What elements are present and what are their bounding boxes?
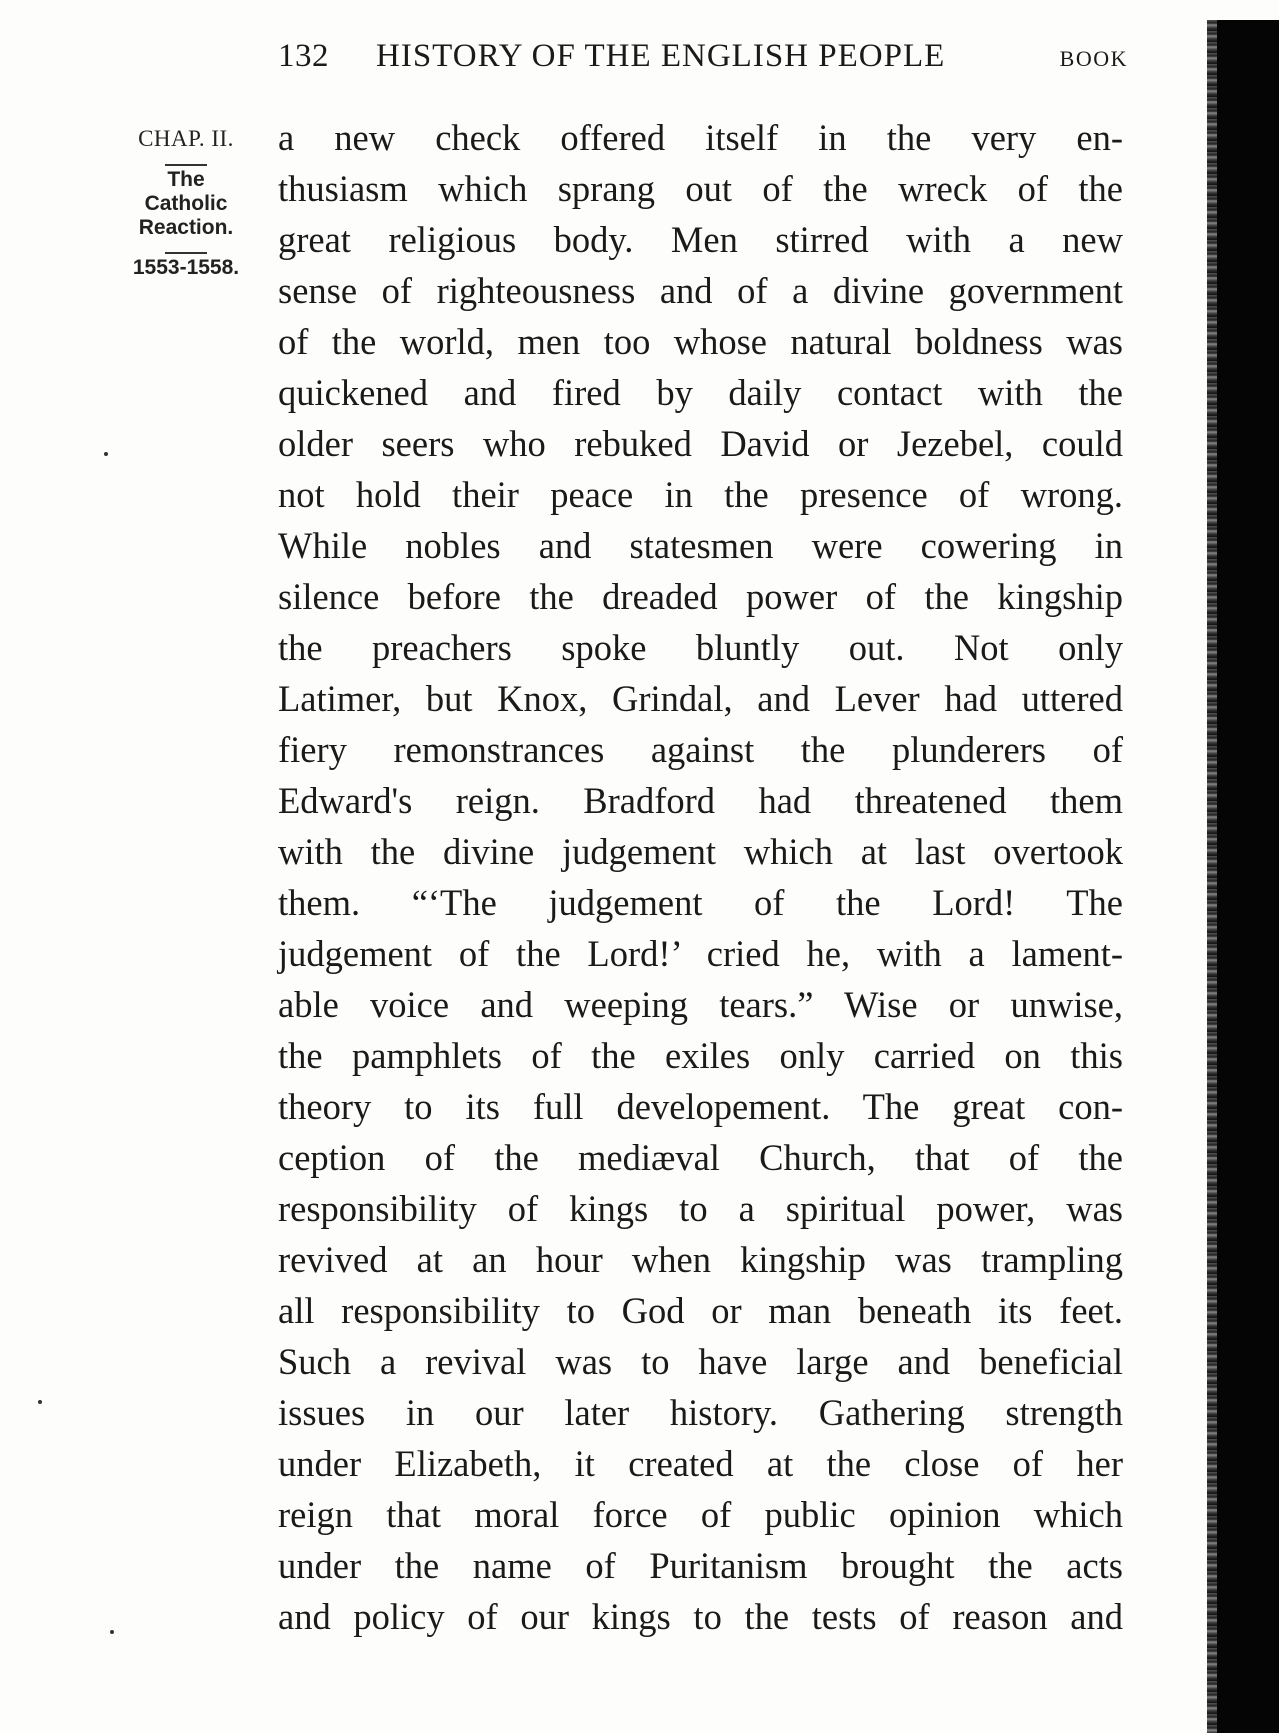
margin-rule: [165, 252, 207, 254]
text-line: under Elizabeth, it created at the close of her: [278, 1443, 1123, 1484]
text-line: under the name of Puritanism brought the acts: [278, 1545, 1123, 1586]
binding-gutter: [1217, 20, 1279, 1733]
text-line: Edward's reign. Bradford had threatened them: [278, 780, 1123, 821]
chapter-label: CHAP. II.: [138, 126, 234, 151]
ink-speck: [110, 1630, 114, 1634]
ink-speck: [104, 452, 108, 456]
margin-rule: [165, 164, 207, 166]
date-range: 1553-1558.: [132, 256, 240, 279]
body-text: [278, 112, 1123, 1642]
text-line: silence before the dreaded power of the kingship: [278, 576, 1123, 617]
text-line: able voice and weeping tears.” Wise or unwise,: [278, 984, 1123, 1025]
text-line: great religious body. Men stirred with a new: [278, 219, 1123, 260]
text-line: sense of righteousness and of a divine government: [278, 270, 1123, 311]
text-line: thusiasm which sprang out of the wreck of the: [278, 168, 1123, 209]
page-number: 132: [278, 38, 329, 74]
text-line: responsibility of kings to a spiritual power, was: [278, 1188, 1123, 1229]
text-line: older seers who rebuked David or Jezebel, could: [278, 423, 1123, 464]
text-line: all responsibility to God or man beneath its feet.: [278, 1290, 1123, 1331]
text-line: issues in our later history. Gathering strength: [278, 1392, 1123, 1433]
text-line: While nobles and statesmen were cowering in: [278, 525, 1123, 566]
ink-speck: [38, 1400, 42, 1404]
text-line: quickened and fired by daily contact with the: [278, 372, 1123, 413]
topic-line-2: Catholic: [144, 192, 228, 215]
text-line: theory to its full developement. The great con-: [278, 1086, 1123, 1127]
text-line: and policy of our kings to the tests of reason and: [278, 1596, 1123, 1637]
header-book-label: BOOK: [1059, 46, 1128, 71]
topic-line-3: Reaction.: [138, 216, 234, 239]
book-title: HISTORY OF THE ENGLISH PEOPLE: [376, 38, 946, 74]
text-line: judgement of the Lord!’ cried he, with a lament-: [278, 933, 1123, 974]
text-line: Such a revival was to have large and beneficial: [278, 1341, 1123, 1382]
topic-line-1: The: [167, 168, 205, 191]
text-line: not hold their peace in the presence of wrong.: [278, 474, 1123, 515]
margin-note: [112, 118, 260, 280]
text-line: with the divine judgement which at last overtook: [278, 831, 1123, 872]
text-line: the preachers spoke bluntly out. Not only: [278, 627, 1123, 668]
text-line: them. “‘The judgement of the Lord! The: [278, 882, 1123, 923]
text-line: ception of the mediæval Church, that of the: [278, 1137, 1123, 1178]
text-line: revived at an hour when kingship was trampling: [278, 1239, 1123, 1280]
text-line: fiery remonstrances against the plunderers of: [278, 729, 1123, 770]
running-header: [278, 38, 1128, 88]
text-line: the pamphlets of the exiles only carried on this: [278, 1035, 1123, 1076]
text-line: a new check offered itself in the very en-: [278, 117, 1123, 158]
text-line: Latimer, but Knox, Grindal, and Lever had uttered: [278, 678, 1123, 719]
text-line: of the world, men too whose natural boldness was: [278, 321, 1123, 362]
text-line: reign that moral force of public opinion which: [278, 1494, 1123, 1535]
